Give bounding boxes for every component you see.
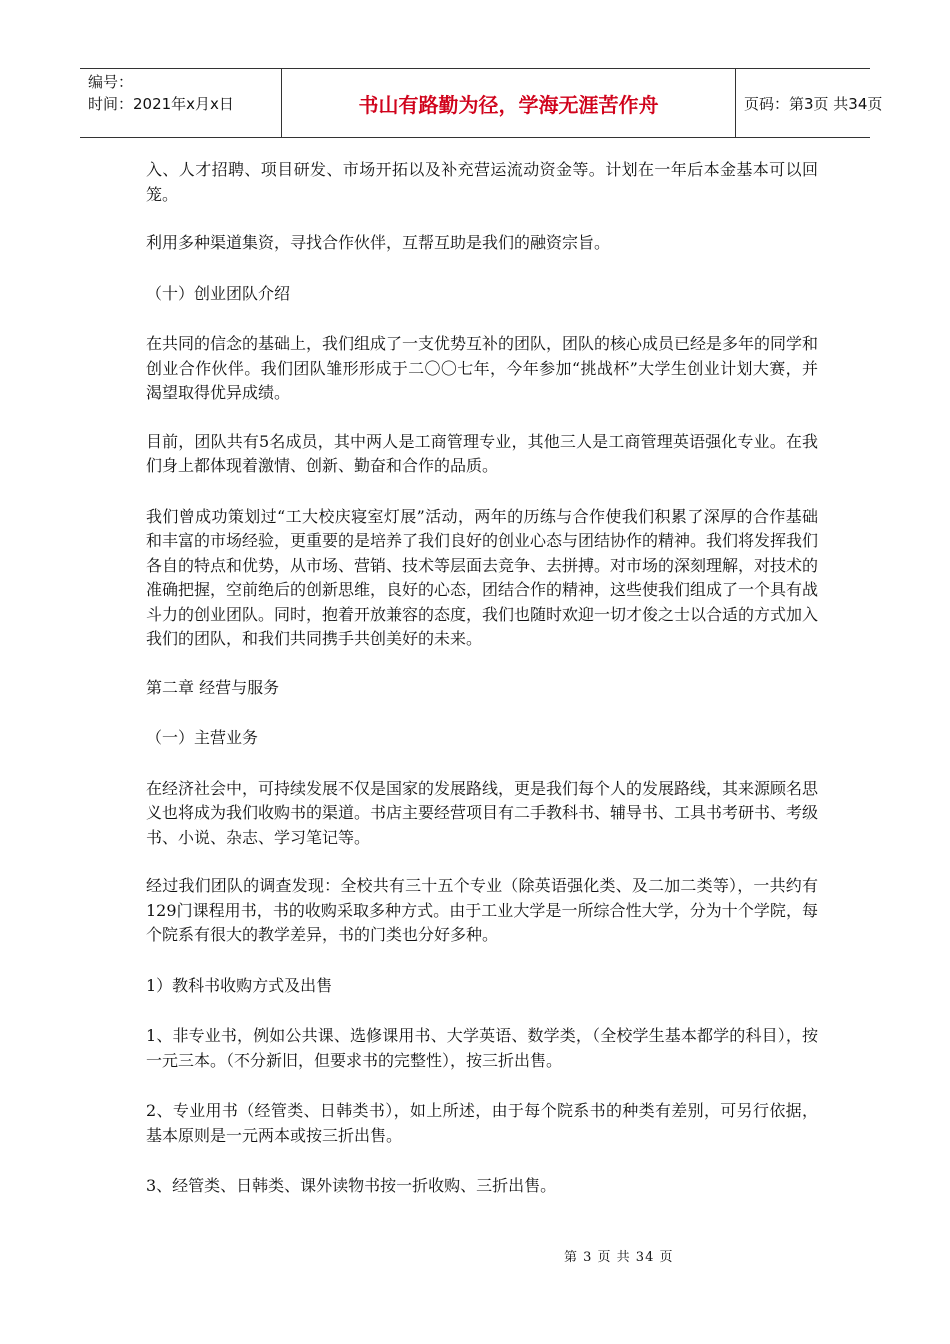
document-number-label: 编号： xyxy=(88,73,134,91)
body-paragraph: 1、非专业书，例如公共课、选修课用书、大学英语、数学类，（全校学生基本都学的科目），按一元三本。（不分新旧，但要求书的完整性），按三折出售。 xyxy=(146,1026,818,1070)
body-paragraph: 目前，团队共有5名成员，其中两人是工商管理专业，其他三人是工商管理英语强化专业。在我们身上都体现着激情、创新、勤奋和合作的品质。 xyxy=(146,431,818,475)
document-body xyxy=(146,158,818,1199)
header-motto: 书山有路勤为径，学海无涯苦作舟 xyxy=(282,69,736,137)
body-paragraph: 2、专业用书（经管类、日韩类书），如上所述，由于每个院系书的种类有差别，可另行依据，基本原则是一元两本或按三折出售。 xyxy=(146,1101,818,1145)
header-page-number: 页码：第3页 共34页 xyxy=(744,94,883,113)
header-meta xyxy=(80,69,282,137)
page-footer: 第 3 页 共 34 页 xyxy=(564,1250,674,1265)
body-paragraph: 3、经管类、日韩类、课外读物书按一折收购、三折出售。 xyxy=(146,1176,557,1195)
document-date-label: 时间：2021年x月x日 xyxy=(88,95,234,113)
body-paragraph: （十）创业团队介绍 xyxy=(146,283,291,303)
body-paragraph: 1）教科书收购方式及出售 xyxy=(146,975,333,995)
body-paragraph: （一）主营业务 xyxy=(146,728,259,747)
page-header xyxy=(80,68,883,138)
body-paragraph: 入、人才招聘、项目研发、市场开拓以及补充营运流动资金等。计划在一年后本金基本可以回笼。 xyxy=(146,160,818,204)
body-paragraph: 经过我们团队的调查发现：全校共有三十五个专业（除英语强化类、及二加二类等），一共约有129门课程用书，书的收购采取多种方式。由于工业大学是一所综合性大学，分为十个学院，每个院系有很大的教学差异，书的门类也分好多种。 xyxy=(146,876,818,944)
body-paragraph: 利用多种渠道集资，寻找合作伙伴，互帮互助是我们的融资宗旨。 xyxy=(146,233,611,252)
body-paragraph: 在经济社会中，可持续发展不仅是国家的发展路线，更是我们每个人的发展路线，其来源顾名思义也将成为我们收购书的渠道。书店主要经营项目有二手教科书、辅导书、工具书考研书、考级书、小说、杂志、学习笔记等。 xyxy=(146,778,819,847)
body-paragraph: 在共同的信念的基础上，我们组成了一支优势互补的团队，团队的核心成员已经是多年的同学和创业合作伙伴。我们团队雏形形成于二〇〇七年，今年参加“挑战杯”大学生创业计划大赛，并渴望取得优异成绩。 xyxy=(146,334,819,402)
body-paragraph: 第二章 经营与服务 xyxy=(146,677,280,697)
body-paragraph: 我们曾成功策划过“工大校庆寝室灯展”活动，两年的历练与合作使我们积累了深厚的合作基础和丰富的市场经验，更重要的是培养了我们良好的创业心态与团结协作的精神。我们将发挥我们各自的特点和优势，从市场、营销、技术等层面去竞争、去拼搏。对市场的深刻理解，对技术的准确把握，空前绝后的创新思维，良好的心态，团结合作的精神，这些使我们组成了一个具有战斗力的创业团队。同时，抱着开放兼容的态度，我们也随时欢迎一切才俊之士以合适的方式加入我们的团队，和我们共同携手共创美好的未来。 xyxy=(146,506,819,648)
